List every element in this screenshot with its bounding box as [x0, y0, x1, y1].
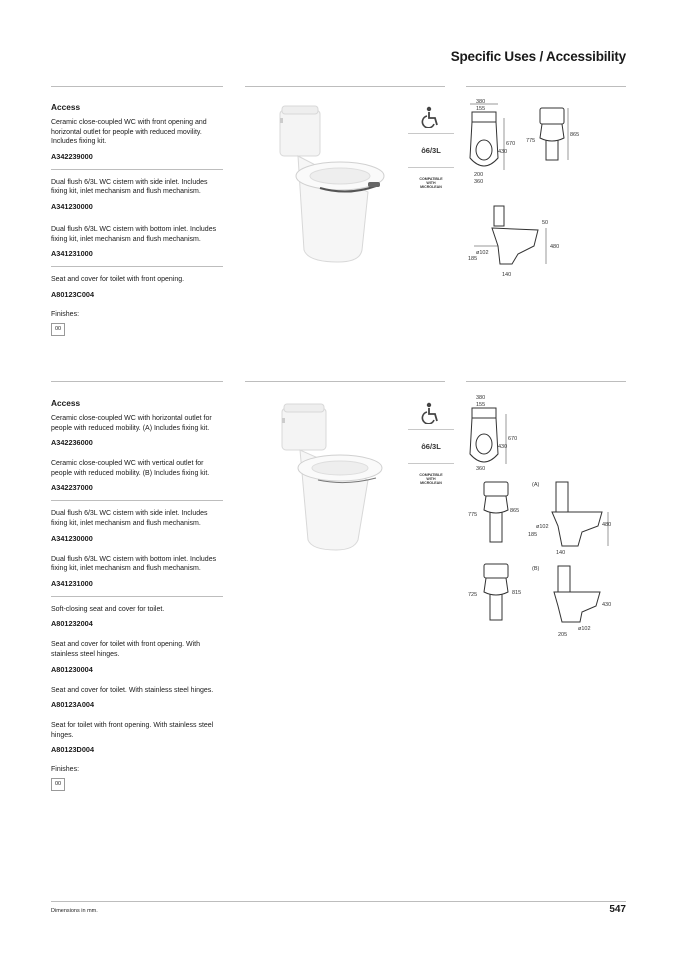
dim-text: 185: [468, 256, 478, 262]
product-description: Ceramic close-coupled WC with horizontal outlet for people with reduced mobility. (A) Includes fixing kit.: [51, 415, 212, 432]
dim-text: 205: [558, 632, 568, 638]
product-code: A341230000: [51, 201, 93, 211]
compat-line: WITH: [426, 476, 436, 481]
flush-text: ô6/3L: [421, 146, 441, 155]
product-description: Dual flush 6/3L WC cistern with bottom inlet. Includes fixing kit, inlet mechanism and flush mechanism.: [51, 225, 217, 243]
dim-text: 670: [508, 436, 518, 442]
product-code: A342239000: [51, 151, 93, 161]
product-code: A801230004: [51, 664, 93, 674]
divider: [51, 381, 223, 382]
dim-text: 815: [512, 590, 522, 596]
compat-line: WITH: [426, 180, 436, 185]
feature-icons: [408, 396, 454, 494]
dim-text: 185: [528, 532, 538, 538]
dual-flush-icon: [408, 134, 454, 168]
product-code: A80123D004: [51, 745, 95, 755]
section-title: Access: [51, 398, 81, 408]
finish-swatch: 00: [51, 778, 65, 791]
accessibility-icon: [408, 100, 454, 134]
dim-text: 775: [468, 512, 478, 518]
product-description: Dual flush 6/3L WC cistern with bottom inlet. Includes fixing kit, inlet mechanism and flush mechanism.: [51, 555, 217, 573]
divider: [51, 86, 223, 87]
footer-divider: [51, 901, 626, 902]
dim-text: 480: [602, 522, 612, 528]
page-title: Specific Uses / Accessibility: [450, 49, 626, 64]
product-code: A341230000: [51, 533, 93, 543]
product-block-2: [51, 398, 223, 791]
product-code: A342236000: [51, 438, 93, 448]
divider: [466, 86, 626, 87]
dim-text: 140: [556, 550, 566, 556]
dim-text: 155: [476, 402, 486, 408]
product-code: A341231000: [51, 249, 93, 259]
product-item: [51, 459, 223, 492]
dim-text: ø102: [476, 250, 489, 256]
dim-text: 430: [498, 444, 508, 450]
dim-text: 380: [476, 395, 486, 401]
dim-text: 480: [550, 244, 560, 250]
compatible-microlean-icon: [408, 168, 454, 198]
flush-text: ô6/3L: [421, 442, 441, 451]
technical-drawing: [462, 394, 612, 646]
dim-text: 430: [602, 602, 612, 608]
compat-line: MICROLEAN: [420, 481, 442, 486]
dim-text: 140: [502, 272, 512, 278]
technical-drawing: [462, 98, 592, 288]
divider: [51, 169, 223, 170]
product-description: Seat and cover for toilet. With stainless steel hinges.: [51, 686, 214, 694]
product-code: A80123C004: [51, 289, 95, 299]
divider: [51, 596, 223, 597]
divider: [245, 381, 445, 382]
variant-label: (A): [532, 482, 540, 488]
finish-swatch: 00: [51, 323, 65, 336]
product-description: Seat and cover for toilet with front opening.: [51, 276, 185, 284]
product-item: [51, 118, 223, 161]
divider: [245, 86, 445, 87]
product-item: [51, 605, 223, 629]
section-title: Access: [51, 102, 81, 112]
dim-text: 50: [542, 220, 549, 226]
dim-text: 155: [476, 106, 486, 112]
product-item: [51, 721, 223, 754]
dim-text: 360: [476, 466, 486, 472]
product-block-1: [51, 102, 223, 336]
compat-line: COMPATIBLE: [419, 176, 443, 181]
product-item: [51, 509, 223, 542]
dim-text: 670: [506, 141, 516, 147]
product-item: [51, 275, 223, 299]
feature-icons: [408, 100, 454, 198]
dim-text: 430: [498, 149, 508, 155]
divider: [51, 266, 223, 267]
product-code: A342237000: [51, 483, 93, 493]
page-number: 547: [609, 904, 626, 915]
divider: [51, 500, 223, 501]
divider: [466, 381, 626, 382]
product-item: [51, 414, 223, 447]
compat-line: MICROLEAN: [420, 185, 442, 190]
variant-label: (B): [532, 566, 540, 572]
dim-text: 200: [474, 172, 484, 178]
dual-flush-icon: [408, 430, 454, 464]
dim-text: 865: [510, 508, 520, 514]
dim-text: ø102: [578, 626, 591, 632]
toilet-image: [272, 398, 402, 558]
finishes-label: Finishes:: [51, 310, 80, 318]
product-item: [51, 640, 223, 673]
product-item: [51, 686, 223, 710]
product-item: [51, 178, 223, 211]
dim-text: 380: [476, 99, 486, 105]
dim-text: 775: [526, 138, 536, 144]
compat-line: COMPATIBLE: [419, 472, 443, 477]
dim-text: 360: [474, 179, 484, 185]
dim-text: 865: [570, 132, 580, 138]
compatible-microlean-icon: [408, 464, 454, 494]
product-description: Dual flush 6/3L WC cistern with side inlet. Includes fixing kit, inlet mechanism and flush mechanism.: [51, 510, 208, 527]
product-item: [51, 225, 223, 258]
footer-note: Dimensions in mm.: [51, 908, 98, 914]
product-code: A80123A004: [51, 700, 95, 710]
toilet-image: [268, 100, 398, 270]
accessibility-icon: [408, 396, 454, 430]
product-item: [51, 555, 223, 588]
product-description: Seat for toilet with front opening. With stainless steel hinges.: [51, 722, 214, 739]
finishes-label: Finishes:: [51, 766, 80, 774]
product-code: A341231000: [51, 578, 93, 588]
product-description: Dual flush 6/3L WC cistern with side inlet. Includes fixing kit, inlet mechanism and flush mechanism.: [51, 178, 208, 196]
dim-text: ø102: [536, 524, 549, 530]
product-description: Soft-closing seat and cover for toilet.: [51, 605, 165, 613]
dim-text: 725: [468, 592, 478, 598]
product-description: Ceramic close-coupled WC with vertical outlet for people with reduced mobility. (B) Includes fixing kit.: [51, 460, 210, 477]
product-code: A801232004: [51, 619, 93, 629]
product-description: Seat and cover for toilet with front opening. With stainless steel hinges.: [51, 641, 201, 658]
product-description: Ceramic close-coupled WC with front opening and horizontal outlet for people with reduced movility. Includes fixing kit.: [51, 119, 207, 146]
